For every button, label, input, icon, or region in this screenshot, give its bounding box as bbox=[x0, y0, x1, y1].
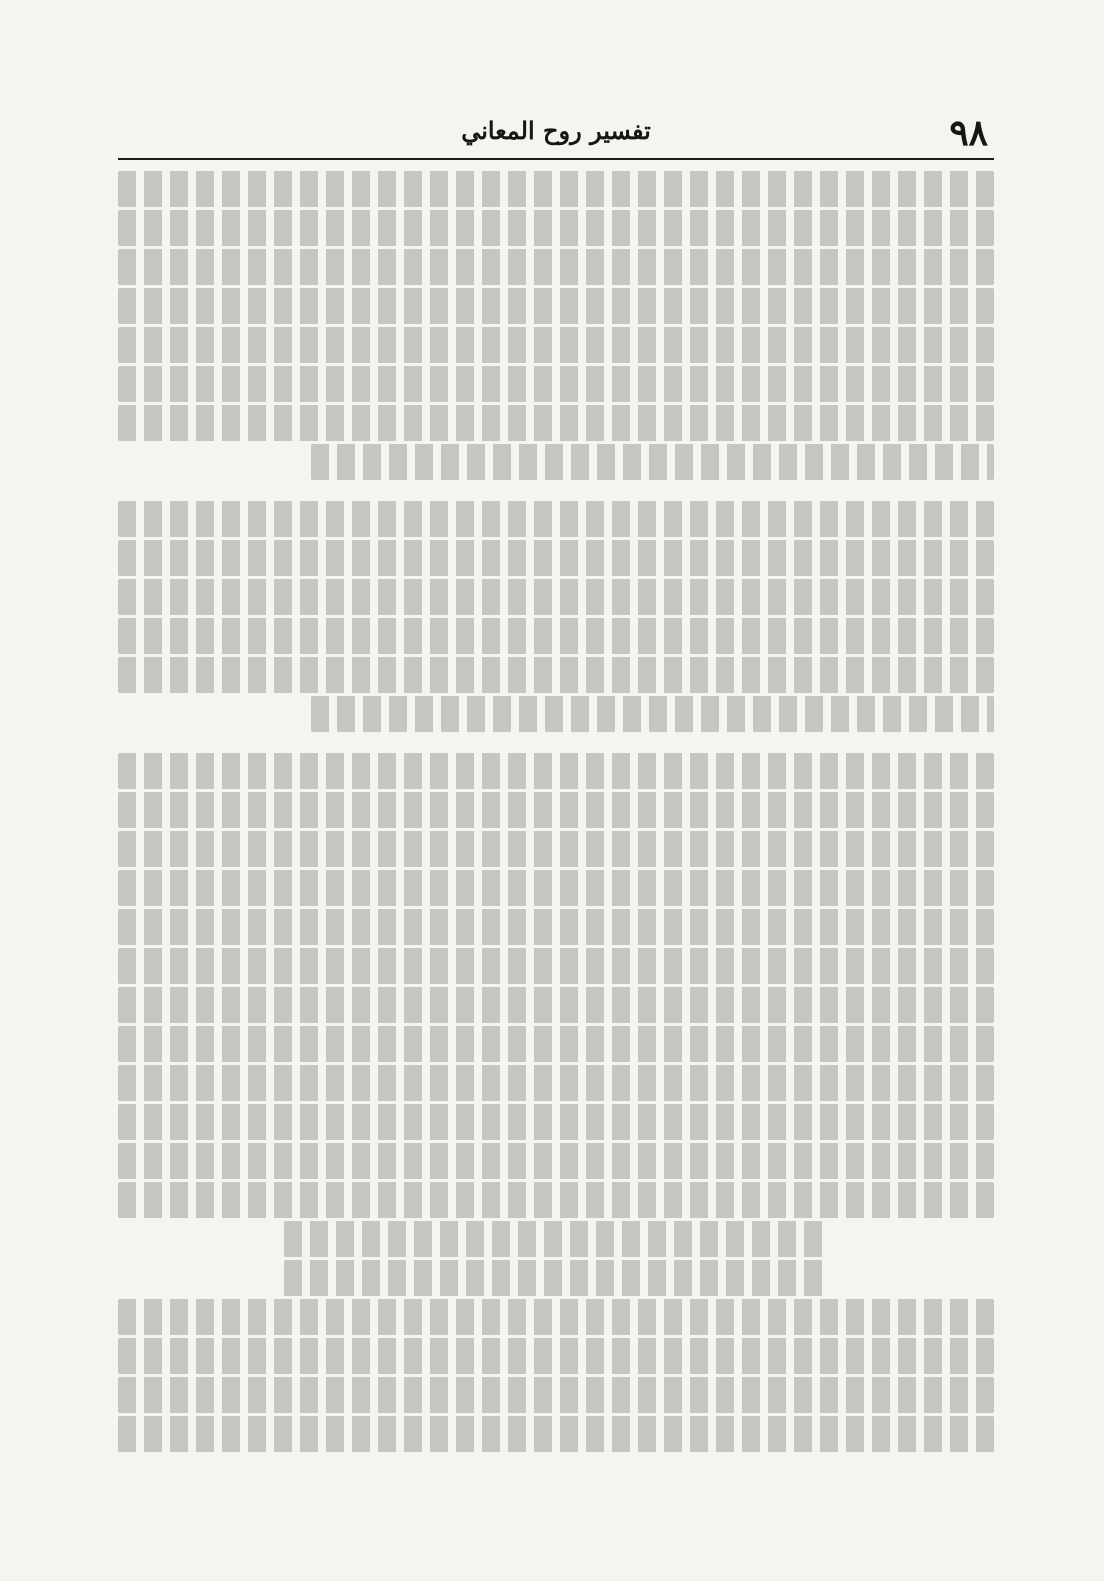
text-line bbox=[118, 1338, 994, 1374]
text-line bbox=[118, 948, 994, 984]
text-line bbox=[118, 753, 994, 789]
text-line bbox=[118, 1182, 994, 1218]
text-line bbox=[118, 1026, 994, 1062]
text-line bbox=[118, 327, 994, 363]
text-line bbox=[118, 210, 994, 246]
text-line bbox=[118, 1065, 994, 1101]
text-line bbox=[118, 579, 994, 615]
page-header bbox=[118, 110, 994, 154]
text-line bbox=[118, 1299, 994, 1335]
text-line bbox=[118, 987, 994, 1023]
text-line bbox=[118, 366, 994, 402]
text-line bbox=[118, 1416, 994, 1452]
text-line bbox=[118, 1377, 994, 1413]
text-line bbox=[311, 696, 994, 732]
text-line bbox=[118, 171, 994, 207]
text-line bbox=[118, 831, 994, 867]
text-line bbox=[118, 288, 994, 324]
text-line bbox=[118, 249, 994, 285]
text-line bbox=[118, 540, 994, 576]
text-line bbox=[311, 444, 994, 480]
verse-line bbox=[284, 1260, 827, 1296]
text-line bbox=[118, 870, 994, 906]
text-line bbox=[118, 1104, 994, 1140]
text-line bbox=[118, 1143, 994, 1179]
text-line bbox=[118, 405, 994, 441]
text-line bbox=[118, 909, 994, 945]
verse-line bbox=[284, 1221, 827, 1257]
page-number: ٩٨ bbox=[949, 112, 988, 154]
book-title: تفسير روح المعاني bbox=[461, 116, 651, 145]
text-line bbox=[118, 618, 994, 654]
text-line bbox=[118, 657, 994, 693]
text-line bbox=[118, 501, 994, 537]
text-line bbox=[118, 792, 994, 828]
header-rule bbox=[118, 158, 994, 160]
body-text bbox=[118, 168, 994, 1458]
